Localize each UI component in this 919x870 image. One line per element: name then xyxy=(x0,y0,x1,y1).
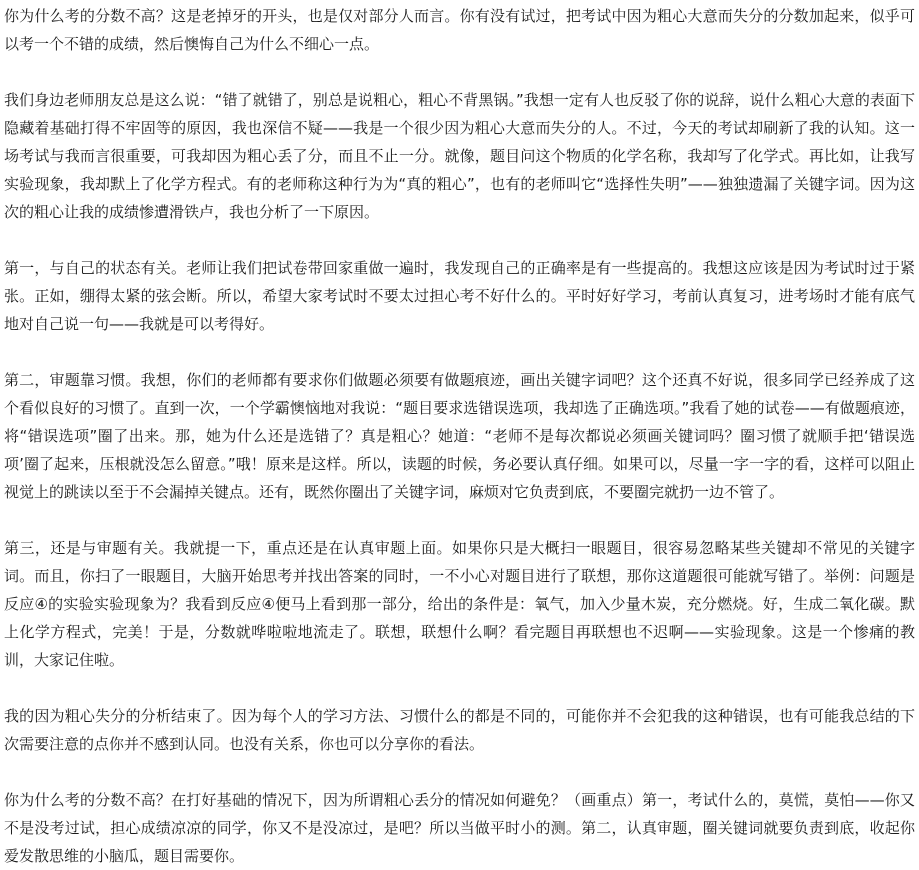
paragraph-teacher-saying: 我们身边老师朋友总是这么说：“错了就错了，别总是说粗心，粗心不背黑锅。”我想一定有人也反驳了你的说辞，说什么粗心大意的表面下隐藏着基础打得不牢固等的原因，我也深信不疑——我是一个很少因为粗心大意而失分的人。不过，今天的考试却刷新了我的认知。这一场考试与我而言很重要，可我却因为粗心丢了分，而且不止一分。就像，题目问这个物质的化学名称，我却写了化学式。再比如，让我写实验现象，我却默上了化学方程式。有的老师称这种行为为“真的粗心”，也有的老师叫它“选择性失明”——独独遗漏了关键字词。因为这次的粗心让我的成绩惨遭滑铁卢，我也分析了一下原因。 xyxy=(4,91,915,221)
paragraph-intro: 你为什么考的分数不高？这是老掉牙的开头，也是仅对部分人而言。你有没有试过，把考试中因为粗心大意而失分的分数加起来，似乎可以考一个不错的成绩，然后懊悔自己为什么不细心一点。 xyxy=(4,7,915,53)
paragraph-second-reason: 第二，审题靠习惯。我想，你们的老师都有要求你们做题必须要有做题痕迹，画出关键字词吧？这个还真不好说，很多同学已经养成了这个看似良好的习惯了。直到一次，一个学霸懊恼地对我说：“题目要求选错误选项，我却选了正确选项。”我看了她的试卷——有做题痕迹，将“错误选项”圈了出来。那，她为什么还是选错了？真是粗心？她道：“老师不是每次都说必须画关键词吗？圈习惯了就顺手把‘错误选项’圈了起来，压根就没怎么留意。”哦！原来是这样。所以，读题的时候，务必要认真仔细。如果可以，尽量一字一字的看，这样可以阻止视觉上的跳读以至于不会漏掉关键点。还有，既然你圈出了关键字词，麻烦对它负责到底，不要圈完就扔一边不管了。 xyxy=(4,371,915,501)
paragraph-conclusion: 我的因为粗心失分的分析结束了。因为每个人的学习方法、习惯什么的都是不同的，可能你并不会犯我的这种错误，也有可能我总结的下次需要注意的点你并不感到认同。也没有关系，你也可以分享你的看法。 xyxy=(4,707,915,753)
paragraph-third-reason: 第三，还是与审题有关。我就提一下，重点还是在认真审题上面。如果你只是大概扫一眼题目，很容易忽略某些关键却不常见的关键字词。而且，你扫了一眼题目，大脑开始思考并找出答案的同时，一不小心对题目进行了联想，那你这道题很可能就写错了。举例：问题是反应④的实验实验现象为？我看到反应④便马上看到那一部分，给出的条件是：氧气，加入少量木炭，充分燃烧。好，生成二氧化碳。默上化学方程式，完美！于是，分数就哗啦啦地流走了。联想，联想什么啊？看完题目再联想也不迟啊——实验现象。这是一个惨痛的教训，大家记住啦。 xyxy=(4,539,915,669)
paragraph-summary: 你为什么考的分数不高？在打好基础的情况下，因为所谓粗心丢分的情况如何避免？（画重点）第一，考试什么的，莫慌，莫怕——你又不是没考过试，担心成绩凉凉的同学，你又不是没凉过，是吧？所以当做平时小的测。第二，认真审题，圈关键词就要负责到底，收起你爱发散思维的小脑瓜，题目需要你。 xyxy=(4,791,915,865)
paragraph-first-reason: 第一，与自己的状态有关。老师让我们把试卷带回家重做一遍时，我发现自己的正确率是有一些提高的。我想这应该是因为考试时过于紧张。正如，绷得太紧的弦会断。所以，希望大家考试时不要太过担心考不好什么的。平时好好学习，考前认真复习，进考场时才能有底气地对自己说一句——我就是可以考得好。 xyxy=(4,259,915,333)
